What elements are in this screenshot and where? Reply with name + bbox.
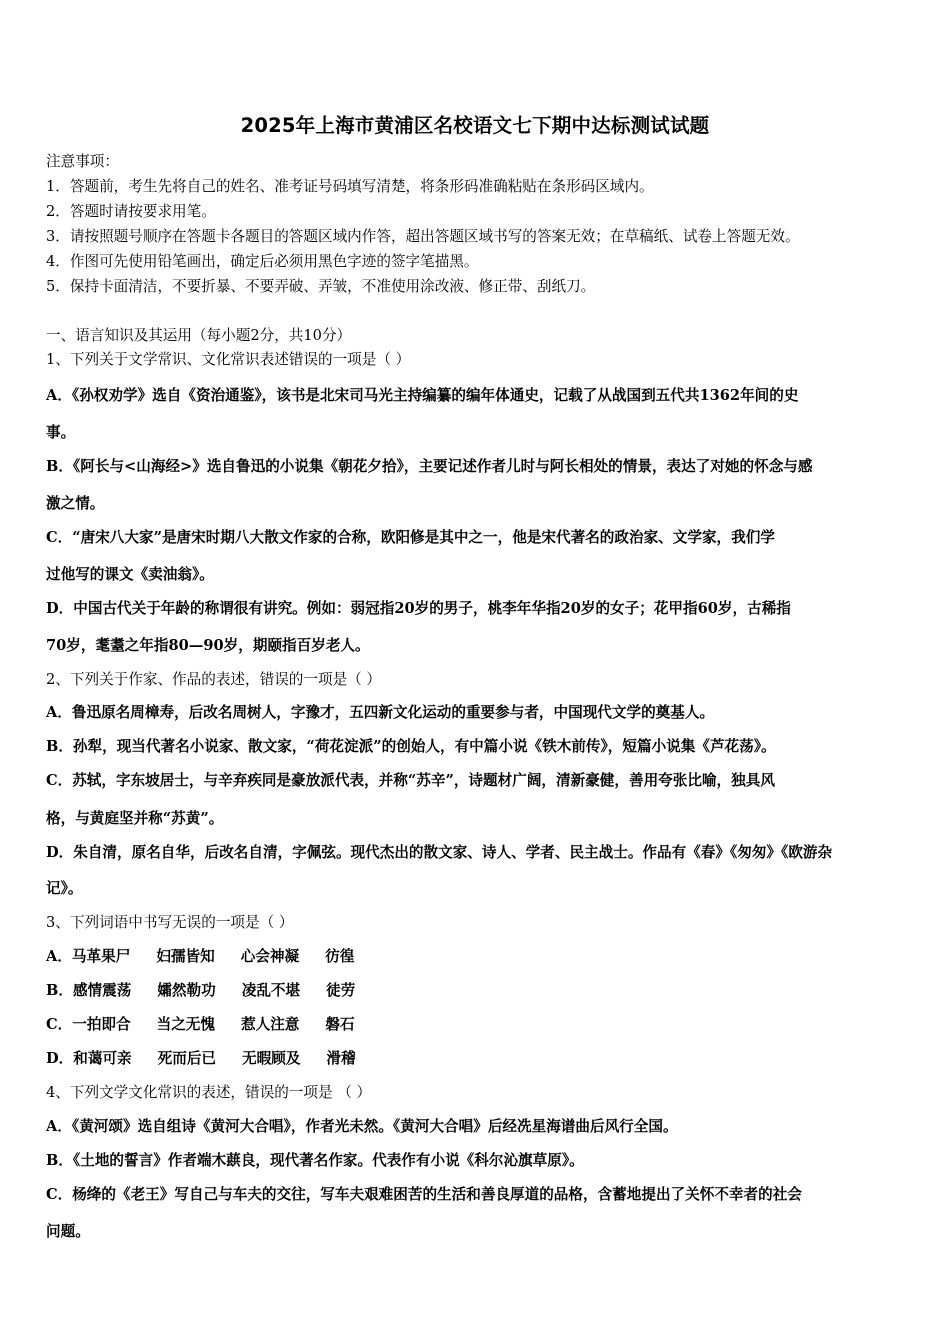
q3-word: 和蔼可亲 (73, 1050, 132, 1067)
q2-option-b: B．孙犁，现当代著名小说家、散文家，“荷花淀派”的创始人，有中篇小说《铁木前传》，短篇小说集《芦花荡》。 (46, 738, 776, 755)
q1-option-a-line1: A．《孙权劝学》选自《资治通鉴》，该书是北宋司马光主持编纂的编年体通史，记载了从战国到五代共1362年间的史 (46, 387, 799, 404)
q3-word: 徒劳 (326, 982, 356, 999)
q3-option-a-label: A． (46, 948, 72, 965)
q3-option-b-label: B． (46, 982, 73, 999)
notice-item-1: 1．答题前，考生先将自己的姓名、准考证号码填写清楚，将条形码准确粘贴在条形码区域内。 (46, 178, 654, 195)
q4-option-b: B．《土地的誓言》作者端木蕻良，现代著名作家。代表作有小说《科尔沁旗草原》。 (46, 1152, 584, 1169)
q3-option-c (46, 1015, 912, 1035)
q1-option-d-line1: D．中国古代关于年龄的称谓很有讲究。例如：弱冠指20岁的男子，桃李年华指20岁的女子；花甲指60岁，古稀指 (46, 600, 791, 617)
q1-option-b-line2: 激之情。 (46, 495, 105, 512)
q3-word: 当之无愧 (156, 1016, 215, 1033)
q3-stem: 3、下列词语中书写无误的一项是（ ） (46, 914, 294, 931)
q2-option-c-line1: C．苏轼，字东坡居士，与辛弃疾同是豪放派代表，并称“苏辛”，诗题材广阔，清新豪健，善用夸张比喻，独具风 (46, 772, 775, 789)
q3-word: 彷徨 (325, 948, 355, 965)
q4-option-c-line1: C．杨绛的《老王》写自己与车夫的交往，写车夫艰难困苦的生活和善良厚道的品格，含蓄地提出了关怀不幸者的社会 (46, 1186, 802, 1203)
q3-word: 死而后已 (157, 1050, 217, 1067)
q2-option-d-line2: 记》。 (46, 880, 83, 897)
q1-option-a-line2: 事。 (46, 424, 76, 441)
notice-item-4: 4．作图可先使用铅笔画出，确定后必须用黑色字迹的签字笔描黑。 (46, 253, 479, 270)
q1-option-c-line2: 过他写的课文《卖油翁》。 (46, 566, 214, 583)
q2-option-c-line2: 格，与黄庭坚并称“苏黄”。 (46, 810, 224, 827)
page-title: 2025年上海市黄浦区名校语文七下期中达标测试试题 (240, 114, 710, 137)
q3-word: 一拍即合 (72, 1016, 131, 1033)
q4-option-c-line2: 问题。 (46, 1223, 90, 1240)
q3-word: 磐石 (325, 1016, 355, 1033)
q2-stem: 2、下列关于作家、作品的表述，错误的一项是（ ） (46, 671, 381, 688)
q3-word: 心会神凝 (240, 948, 300, 965)
q3-word: 孀然勒功 (157, 982, 216, 999)
q1-option-c-line1: C．“唐宋八大家”是唐宋时期八大散文作家的合称，欧阳修是其中之一，他是宋代著名的政治家、文学家，我们学 (46, 529, 775, 546)
q3-word: 凌乱不堪 (241, 982, 301, 999)
q3-option-c-label: C． (46, 1016, 73, 1033)
q4-option-a: A．《黄河颂》选自组诗《黄河大合唱》，作者光未然。《黄河大合唱》后经冼星海谱曲后风行全国。 (46, 1118, 678, 1135)
q1-option-d-line2: 70岁，耄耋之年指80—90岁，期颐指百岁老人。 (46, 637, 370, 654)
q3-word: 感情震荡 (72, 982, 132, 999)
q3-word: 惹人注意 (241, 1016, 300, 1033)
q1-option-b-line1: B．《阿长与<山海经>》选自鲁迅的小说集《朝花夕拾》，主要记述作者儿时与阿长相处的情景，表达了对她的怀念与感 (46, 458, 813, 475)
q2-option-a: A．鲁迅原名周樟寿，后改名周树人，字豫才，五四新文化运动的重要参与者，中国现代文学的奠基人。 (46, 704, 715, 721)
q3-word: 马革果尸 (71, 948, 131, 965)
q2-option-d-line1: D．朱自清，原名自华，后改名自清，字佩弦。现代杰出的散文家、诗人、学者、民主战士。作品有《春》《匆匆》《欧游杂 (46, 844, 833, 861)
q3-word: 妇孺皆知 (156, 948, 215, 965)
notice-item-5: 5．保持卡面清洁，不要折暴、不要弄破、弄皱，不准使用涂改液、修正带、刮纸刀。 (46, 278, 596, 295)
notice-heading: 注意事项： (46, 153, 119, 170)
q4-stem: 4、下列文学文化常识的表述，错误的一项是 （ ） (46, 1084, 372, 1101)
q3-option-a (46, 947, 912, 967)
notice-item-3: 3．请按照题号顺序在答题卡各题目的答题区域内作答，超出答题区域书写的答案无效；在草稿纸、试卷上答题无效。 (46, 228, 800, 245)
notice-item-2: 2．答题时请按要求用笔。 (46, 203, 216, 220)
q3-option-b (46, 981, 912, 1001)
section-1-heading: 一、语言知识及其运用（每小题2分，共10分） (46, 327, 352, 344)
q3-option-d (46, 1049, 912, 1069)
q3-word: 滑稽 (326, 1050, 356, 1067)
q3-word: 无暇顾及 (242, 1050, 301, 1067)
q3-option-d-label: D． (46, 1050, 74, 1067)
q1-stem: 1、下列关于文学常识、文化常识表述错误的一项是（ ） (46, 351, 411, 368)
